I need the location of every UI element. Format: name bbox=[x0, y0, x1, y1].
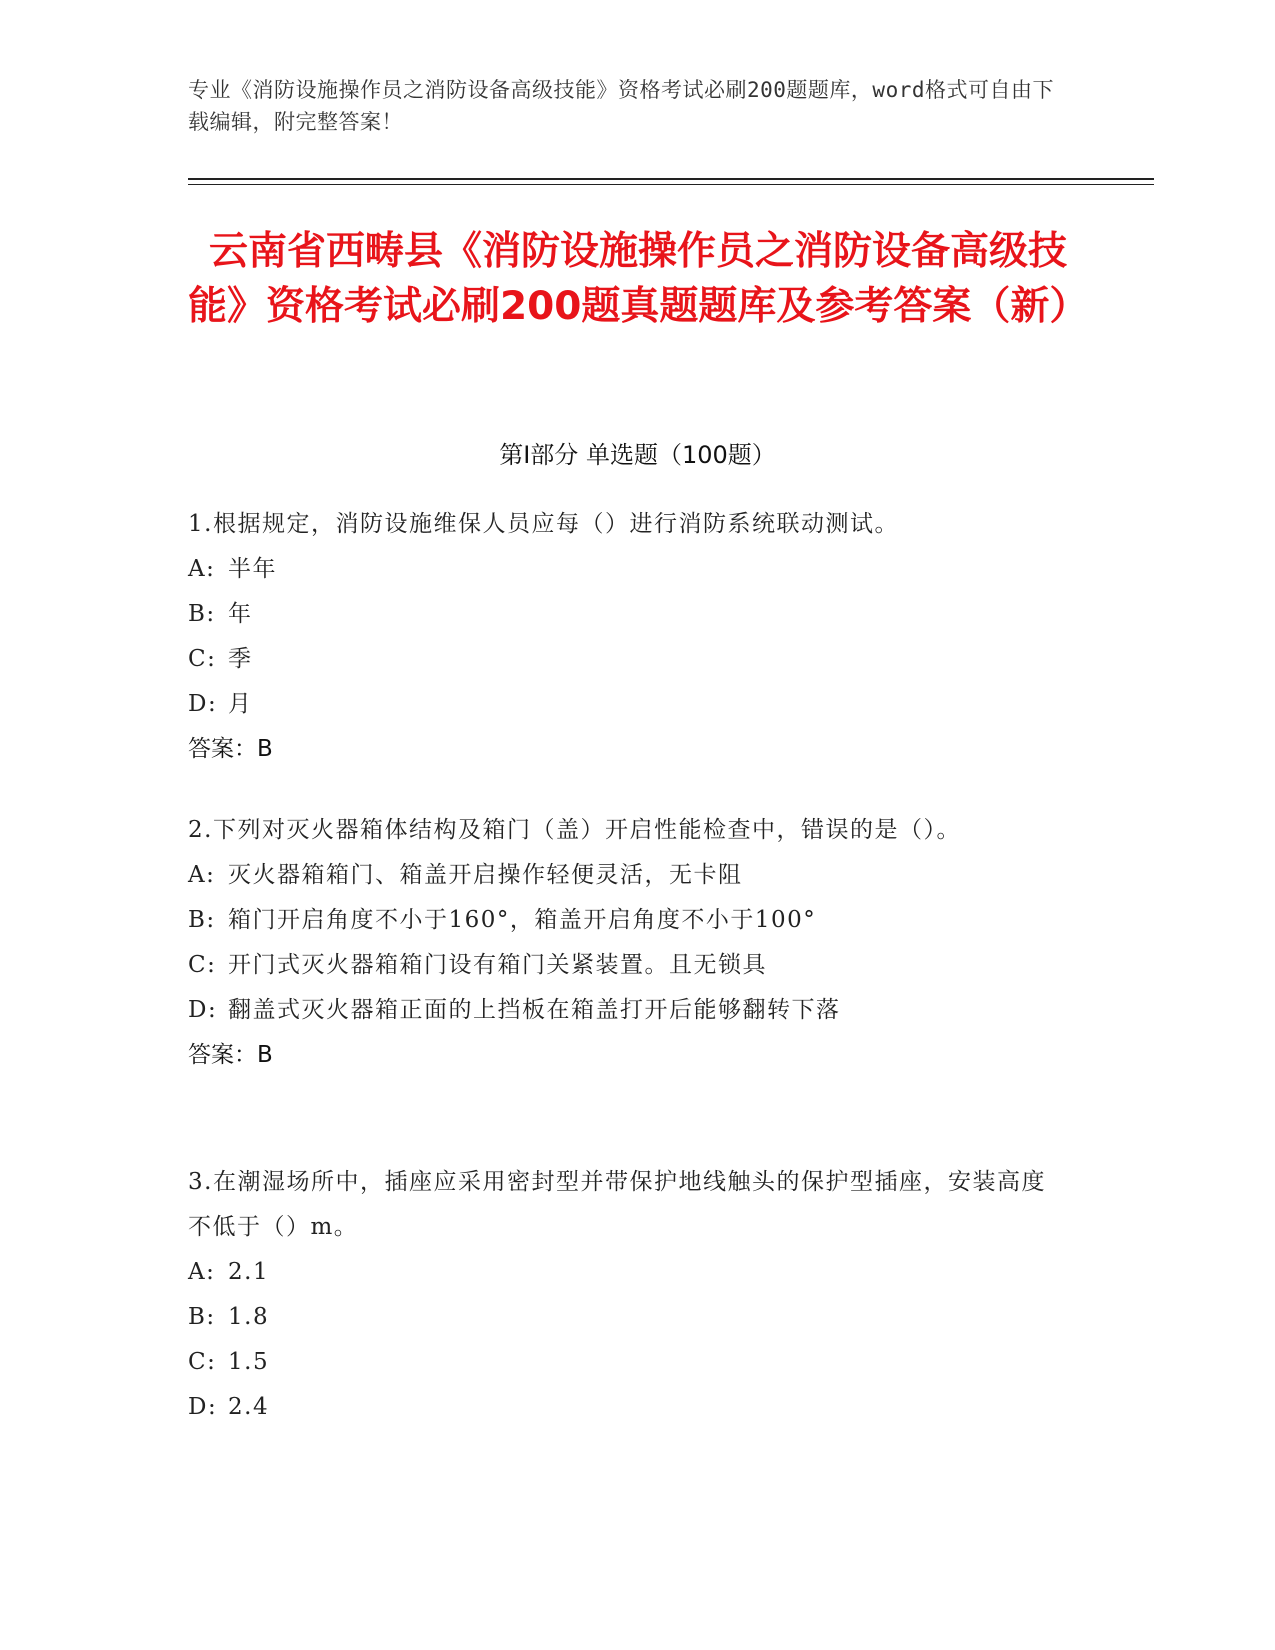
question-1 bbox=[188, 502, 1068, 772]
header-divider-thin bbox=[188, 184, 1154, 185]
option-a bbox=[188, 547, 1068, 592]
answer: 答案：B bbox=[188, 736, 273, 762]
option-letter: A: bbox=[188, 1259, 216, 1285]
option-letter: A: bbox=[188, 556, 216, 582]
question-text: 3.在潮湿场所中，插座应采用密封型并带保护地线触头的保护型插座，安装高度不低于（）m。 bbox=[188, 1169, 1046, 1240]
option-letter: B: bbox=[188, 907, 216, 933]
option-letter: B: bbox=[188, 601, 216, 627]
question-text: 1.根据规定，消防设施维保人员应每（）进行消防系统联动测试。 bbox=[188, 511, 899, 537]
option-text: 1.5 bbox=[228, 1349, 270, 1375]
option-text: 2.1 bbox=[228, 1259, 270, 1285]
option-text: 月 bbox=[228, 691, 253, 717]
option-text: 季 bbox=[228, 646, 253, 672]
option-d bbox=[188, 682, 1068, 727]
question-text: 2.下列对灭火器箱体结构及箱门（盖）开启性能检查中，错误的是（）。 bbox=[188, 817, 961, 843]
option-b bbox=[188, 592, 1068, 637]
option-text: 灭火器箱箱门、箱盖开启操作轻便灵活，无卡阻 bbox=[228, 862, 743, 888]
option-letter: C: bbox=[188, 1349, 217, 1375]
question-3 bbox=[188, 1160, 1068, 1430]
header-divider-thick bbox=[188, 178, 1154, 180]
option-text: 2.4 bbox=[228, 1394, 270, 1420]
option-text: 1.8 bbox=[228, 1304, 270, 1330]
option-d bbox=[188, 988, 1068, 1033]
question-2 bbox=[188, 808, 1068, 1078]
document-title: 云南省西畴县《消防设施操作员之消防设备高级技能》资格考试必刷200题真题题库及参考答案（新） bbox=[188, 229, 1089, 329]
option-text: 半年 bbox=[228, 556, 277, 582]
option-c bbox=[188, 943, 1068, 988]
answer: 答案：B bbox=[188, 1042, 273, 1068]
option-letter: D: bbox=[188, 1394, 218, 1420]
option-a bbox=[188, 1250, 1068, 1295]
header-note: 专业《消防设施操作员之消防设备高级技能》资格考试必刷200题题库，word格式可自由下载编辑，附完整答案！ bbox=[188, 78, 1054, 134]
option-text: 年 bbox=[228, 601, 253, 627]
option-letter: B: bbox=[188, 1304, 216, 1330]
section-heading: 第Ⅰ部分 单选题（100题） bbox=[499, 441, 776, 469]
option-b bbox=[188, 898, 1068, 943]
option-d bbox=[188, 1385, 1068, 1430]
option-letter: A: bbox=[188, 862, 216, 888]
option-text: 翻盖式灭火器箱正面的上挡板在箱盖打开后能够翻转下落 bbox=[228, 997, 841, 1023]
option-c bbox=[188, 637, 1068, 682]
option-c bbox=[188, 1340, 1068, 1385]
option-text: 箱门开启角度不小于160°，箱盖开启角度不小于100° bbox=[228, 907, 817, 933]
option-letter: D: bbox=[188, 691, 218, 717]
option-letter: C: bbox=[188, 952, 217, 978]
option-a bbox=[188, 853, 1068, 898]
option-letter: C: bbox=[188, 646, 217, 672]
option-b bbox=[188, 1295, 1068, 1340]
option-text: 开门式灭火器箱箱门设有箱门关紧装置。且无锁具 bbox=[228, 952, 767, 978]
option-letter: D: bbox=[188, 997, 218, 1023]
